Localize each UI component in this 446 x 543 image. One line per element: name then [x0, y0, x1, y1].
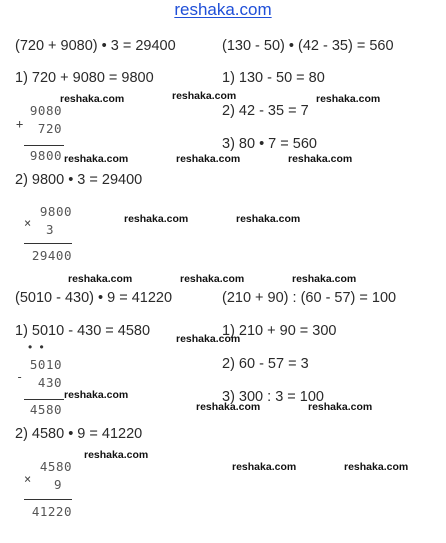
- problem-2-step-1: 1) 130 - 50 = 80: [222, 70, 325, 86]
- watermark: reshaka.com: [232, 461, 297, 473]
- watermark: reshaka.com: [124, 213, 189, 225]
- column-bottom-number: 430: [37, 375, 62, 390]
- watermark: reshaka.com: [84, 449, 149, 461]
- watermark: reshaka.com: [176, 333, 241, 345]
- watermark: reshaka.com: [316, 93, 381, 105]
- watermark: reshaka.com: [180, 273, 245, 285]
- problem-3-column-1-result-block: [22, 401, 62, 419]
- problem-3-step-2: 2) 4580 • 9 = 41220: [15, 426, 143, 442]
- column-top-number: 4580: [39, 459, 72, 474]
- problem-3-column-multiplication: [22, 458, 72, 494]
- problem-4-step-1: 1) 210 + 90 = 300: [222, 323, 337, 339]
- problem-1-step-1: 1) 720 + 9080 = 9800: [15, 70, 154, 86]
- watermark: reshaka.com: [196, 401, 261, 413]
- problem-1-column-2-result-block: [22, 247, 72, 265]
- borrow-dots: • •: [28, 340, 46, 354]
- watermark: reshaka.com: [64, 153, 129, 165]
- watermark: reshaka.com: [60, 93, 125, 105]
- problem-2-expression: (130 - 50) • (42 - 35) = 560: [222, 38, 394, 54]
- watermark: reshaka.com: [344, 461, 409, 473]
- problem-4-step-2: 2) 60 - 57 = 3: [222, 356, 309, 372]
- watermark: reshaka.com: [292, 273, 357, 285]
- problem-1-column-2-operator: ×: [24, 216, 32, 230]
- watermark: reshaka.com: [288, 153, 353, 165]
- column-bottom-number: 3: [45, 222, 54, 237]
- column-result-number: 41220: [31, 504, 72, 519]
- watermark: reshaka.com: [68, 273, 133, 285]
- problem-1-column-multiplication: [22, 203, 72, 239]
- problem-3-column-subtraction: [22, 356, 62, 392]
- column-top-number: 9080: [29, 103, 62, 118]
- problem-3-step-1: 1) 5010 - 430 = 4580: [15, 323, 151, 339]
- column-result-number: 9800: [29, 148, 62, 163]
- column-top-number: 5010: [29, 357, 62, 372]
- column-divider-line: [24, 399, 64, 400]
- problem-2-step-3: 3) 80 • 7 = 560: [222, 136, 317, 152]
- site-header-link[interactable]: reshaka.com: [174, 0, 272, 19]
- watermark: reshaka.com: [236, 213, 301, 225]
- problem-4-expression: (210 + 90) : (60 - 57) = 100: [222, 290, 397, 306]
- problem-4-step-3: 3) 300 : 3 = 100: [222, 389, 324, 405]
- problem-3-column-1-operator: -: [16, 370, 24, 384]
- problem-1-column-1-operator: +: [16, 117, 24, 131]
- problem-2-step-2: 2) 42 - 35 = 7: [222, 103, 309, 119]
- column-result-number: 29400: [31, 248, 72, 263]
- column-divider-line: [24, 145, 64, 146]
- column-result-number: 4580: [29, 402, 62, 417]
- column-bottom-number: 9: [53, 477, 62, 492]
- column-bottom-number: 720: [37, 121, 62, 136]
- problem-1-expression: (720 + 9080) • 3 = 29400: [15, 38, 176, 54]
- watermark: reshaka.com: [176, 153, 241, 165]
- watermark: reshaka.com: [308, 401, 373, 413]
- watermark: reshaka.com: [172, 90, 237, 102]
- problem-1-column-1-result-block: [22, 147, 62, 165]
- problem-3-column-2-operator: ×: [24, 472, 32, 486]
- problem-1-step-2: 2) 9800 • 3 = 29400: [15, 172, 143, 188]
- problem-1-column-addition: [22, 102, 62, 138]
- column-divider-line: [24, 499, 72, 500]
- watermark: reshaka.com: [64, 389, 129, 401]
- column-divider-line: [24, 243, 72, 244]
- column-top-number: 9800: [39, 204, 72, 219]
- problem-3-expression: (5010 - 430) • 9 = 41220: [15, 290, 173, 306]
- problem-3-column-2-result-block: [22, 503, 72, 521]
